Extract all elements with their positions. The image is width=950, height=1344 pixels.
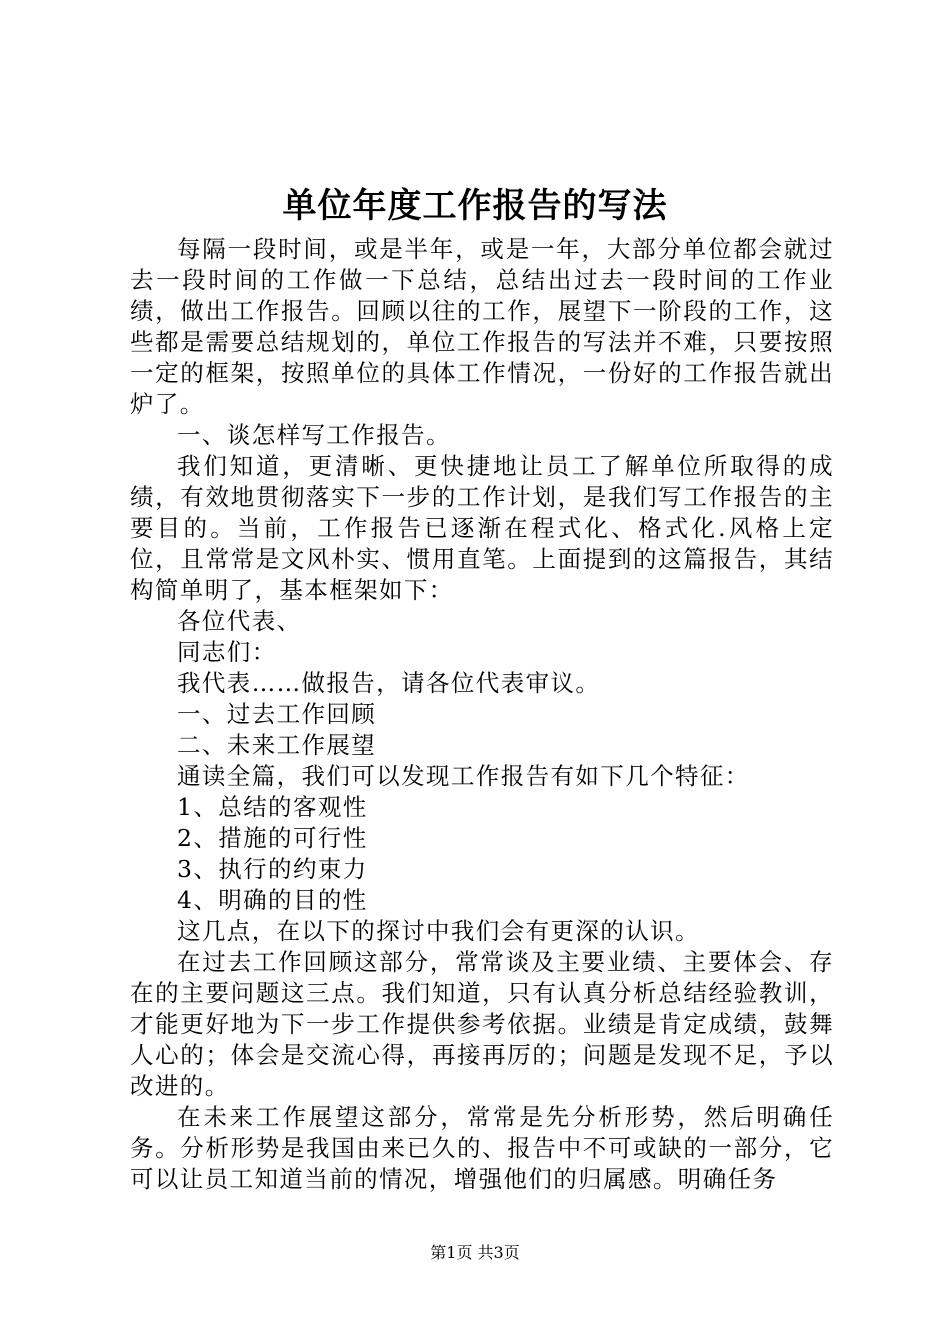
feature-item-3: 3、执行的约束力 xyxy=(177,855,368,883)
feature-item-2: 2、措施的可行性 xyxy=(177,824,368,852)
document-body xyxy=(130,234,834,1195)
paragraph-review-section: 在过去工作回顾这部分，常常谈及主要业绩、主要体会、存在的主要问题这三点。我们知道，只有认真分析总结经验教训，才能更好地为下一步工作提供参考依据。业绩是肯定成绩，鼓舞人心的；体会是交流心得，再接再厉的；问题是发现不足，予以改进的。 xyxy=(130,948,834,1100)
page-number-footer: 第1页 共3页 xyxy=(430,1243,520,1262)
paragraph-purpose: 我们知道，更清晰、更快捷地让员工了解单位所取得的成绩，有效地贯彻落实下一步的工作计划，是我们写工作报告的主要目的。当前，工作报告已逐渐在程式化、格式化.风格上定位，且常常是文风朴实、惯用直笔。上面提到的这篇报告，其结构简单明了，基本框架如下： xyxy=(130,452,834,604)
framework-line-comrades: 同志们： xyxy=(177,638,277,666)
framework-line-outlook: 二、未来工作展望 xyxy=(177,731,377,759)
paragraph-transition: 这几点，在以下的探讨中我们会有更深的认识。 xyxy=(177,917,700,945)
paragraph-outlook-section: 在未来工作展望这部分，常常是先分析形势，然后明确任务。分析形势是我国由来已久的、报告中不可或缺的一部分，它可以让员工知道当前的情况，增强他们的归属感。明确任务 xyxy=(130,1103,834,1193)
framework-line-salutation: 各位代表、 xyxy=(177,607,302,635)
feature-item-1: 1、总结的客观性 xyxy=(177,793,368,821)
paragraph-intro: 每隔一段时间，或是半年，或是一年，大部分单位都会就过去一段时间的工作做一下总结，总结出过去一段时间的工作业绩，做出工作报告。回顾以往的工作，展望下一阶段的工作，这些都是需要总结规划的，单位工作报告的写法并不难，只要按照一定的框架，按照单位的具体工作情况，一份好的工作报告就出炉了。 xyxy=(130,235,834,418)
feature-item-4: 4、明确的目的性 xyxy=(177,886,368,914)
framework-line-report: 我代表……做报告，请各位代表审议。 xyxy=(177,669,601,697)
document-title: 单位年度工作报告的写法 xyxy=(282,186,668,226)
framework-line-review: 一、过去工作回顾 xyxy=(177,700,377,728)
section-heading-how-to-write: 一、谈怎样写工作报告。 xyxy=(177,421,451,449)
paragraph-features-intro: 通读全篇，我们可以发现工作报告有如下几个特征： xyxy=(177,762,750,790)
